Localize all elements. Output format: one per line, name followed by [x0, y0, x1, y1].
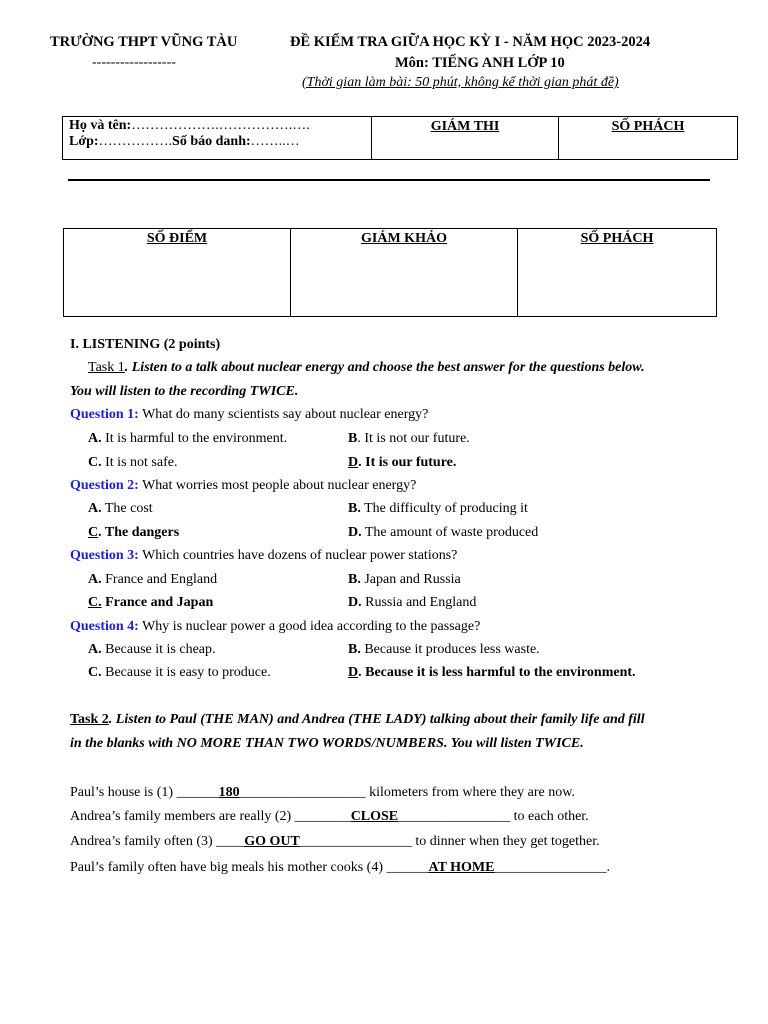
- q2-option-d: D. The amount of waste produced: [348, 525, 539, 540]
- q2-option-b: B. The difficulty of producing it: [348, 501, 528, 516]
- student-info-table: [62, 116, 738, 160]
- task1-instruction: Task 1. Listen to a talk about nuclear energy and choose the best answer for the questions below.: [88, 360, 645, 375]
- section-title: I. LISTENING (2 points): [70, 337, 221, 352]
- q3-option-b: B. Japan and Russia: [348, 572, 461, 587]
- task2-instruction-cont: in the blanks with NO MORE THAN TWO WORDS/NUMBERS. You will listen TWICE.: [70, 736, 584, 751]
- q1-option-c: C. It is not safe.: [88, 455, 178, 470]
- score-table: [63, 228, 717, 317]
- question-3: Question 3: Which countries have dozens of nuclear power stations?: [70, 548, 458, 563]
- candidate-number-label: Số báo danh:: [172, 134, 251, 149]
- subject-line: Môn: TIẾNG ANH LỚP 10: [395, 55, 565, 71]
- name-blank: ……………….…………….….: [131, 118, 310, 133]
- exam-title: ĐỀ KIỂM TRA GIỮA HỌC KỲ I - NĂM HỌC 2023-2024: [290, 34, 651, 50]
- q4-option-b: B. Because it produces less waste.: [348, 642, 540, 657]
- q3-option-d: D. Russia and England: [348, 595, 477, 610]
- q2-option-c: C. The dangers: [88, 525, 180, 540]
- q3-option-c: C. France and Japan: [88, 595, 214, 610]
- code-cell-bottom: SỐ PHÁCH: [518, 229, 717, 317]
- score-cell: SỐ ĐIỂM: [64, 229, 291, 317]
- q3-option-a: A. France and England: [88, 572, 218, 587]
- class-blank: …………….: [98, 134, 173, 149]
- q4-option-d: D. Because it is less harmful to the environment.: [348, 665, 636, 680]
- invigilator-cell: GIÁM THI: [372, 117, 559, 160]
- q1-option-d: D. It is our future.: [348, 455, 457, 470]
- question-2: Question 2: What worries most people about nuclear energy?: [70, 478, 417, 493]
- fill-blank-3: Andrea’s family often (3) ____GO OUT________________ to dinner when they get together.: [70, 834, 600, 849]
- cut-line: [68, 179, 710, 181]
- school-name: TRƯỜNG THPT VŨNG TÀU: [50, 34, 238, 50]
- fill-blank-4: Paul’s family often have big meals his mother cooks (4) ______AT HOME________________.: [70, 860, 610, 875]
- school-divider: ------------------: [92, 55, 176, 70]
- task1-instruction-cont: You will listen to the recording TWICE.: [70, 384, 299, 399]
- q4-option-c: C. Because it is easy to produce.: [88, 665, 271, 680]
- question-1: Question 1: What do many scientists say about nuclear energy?: [70, 407, 429, 422]
- class-label: Lớp:: [69, 134, 99, 149]
- name-label: Họ và tên:: [69, 118, 132, 133]
- fill-blank-1: Paul’s house is (1) ______180__________________ kilometers from where they are now.: [70, 785, 575, 800]
- task2-instruction: Task 2. Listen to Paul (THE MAN) and Andrea (THE LADY) talking about their family life and fill: [70, 712, 645, 727]
- q1-option-b: B. It is not our future.: [348, 431, 470, 446]
- examiner-cell: GIÁM KHẢO: [291, 229, 518, 317]
- question-4: Question 4: Why is nuclear power a good idea according to the passage?: [70, 619, 481, 634]
- time-note: (Thời gian làm bài: 50 phút, không kể thời gian phát đề): [302, 75, 619, 90]
- candidate-number-blank: ……..…: [250, 134, 300, 149]
- q2-option-a: A. The cost: [88, 501, 153, 516]
- q1-option-a: A. It is harmful to the environment.: [88, 431, 288, 446]
- fill-blank-2: Andrea’s family members are really (2) ________CLOSE________________ to each other.: [70, 809, 589, 824]
- student-info-cell: [63, 117, 372, 160]
- code-cell-top: SỐ PHÁCH: [559, 117, 738, 160]
- q4-option-a: A. Because it is cheap.: [88, 642, 216, 657]
